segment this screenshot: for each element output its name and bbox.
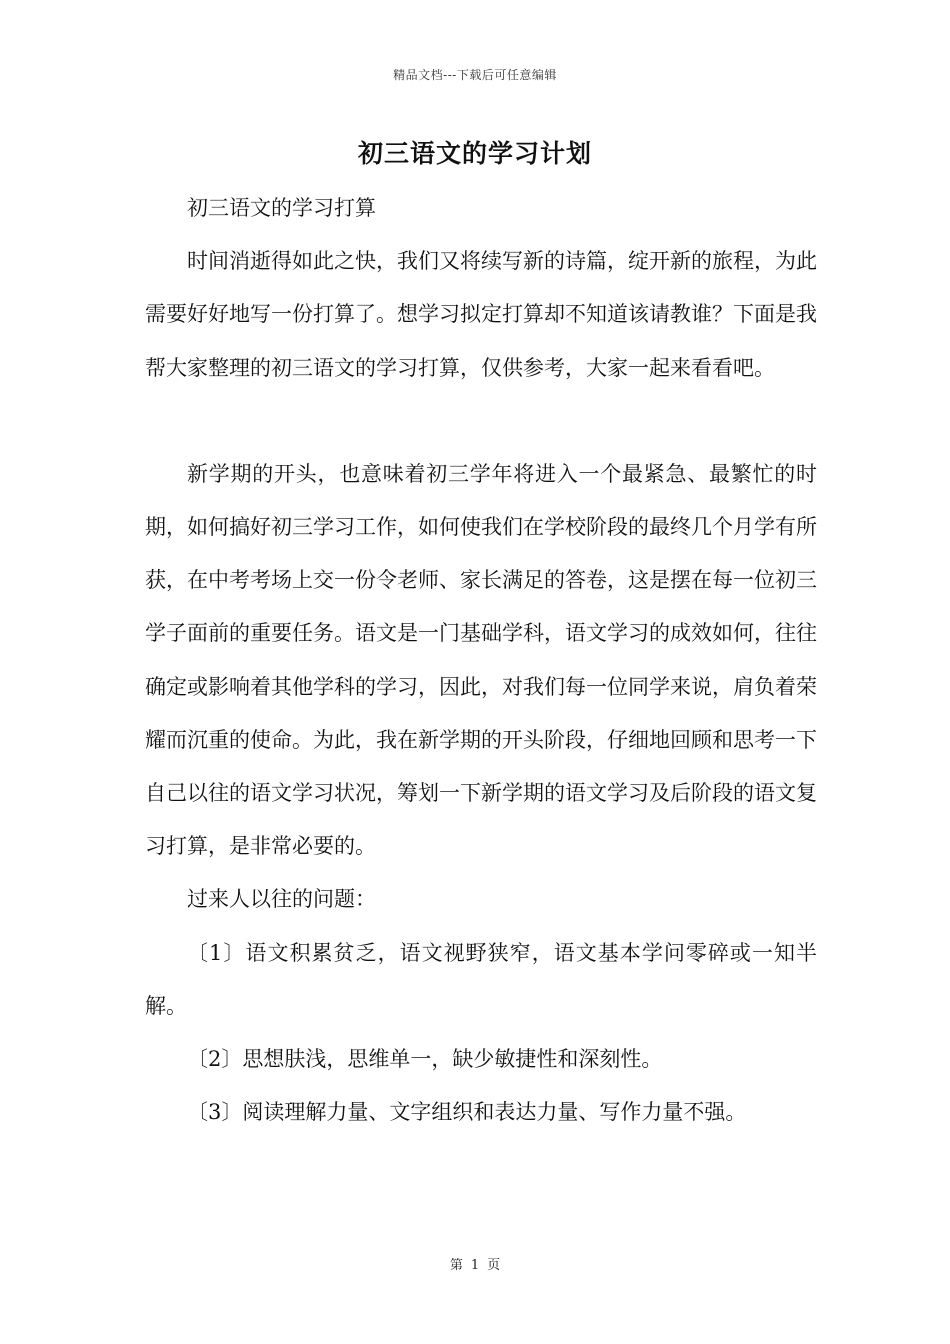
body-paragraph: 新学期的开头，也意味着初三学年将进入一个最紧急、最繁忙的时期，如何搞好初三学习工作，如何使我们在学校阶段的最终几个月学有所获，在中考考场上交一份令老师、家长满足的答卷，这是摆在每一位初三学子面前的重要任务。语文是一门基础学科，语文学习的成效如何，往往确定或影响着其他学科的学习，因此，对我们每一位同学来说，肩负着荣耀而沉重的使命。为此，我在新学期的开头阶段，仔细地回顾和思考一下自己以往的语文学习状况，筹划一下新学期的语文学习及后阶段的语文复习打算，是非常必要的。 [145, 461, 817, 859]
footer-prefix: 第 [449, 1258, 463, 1273]
page-header: 精品文档---下载后可任意编辑 [393, 68, 557, 82]
problem-item-1: 〔1〕语文积累贫乏，语文视野狭窄，语文基本学问零碎或一知半解。 [145, 940, 817, 1018]
subtitle-paragraph: 初三语文的学习打算 [187, 196, 376, 220]
footer-suffix: 页 [487, 1258, 501, 1273]
problem-item-2: 〔2〕思想肤浅，思维单一，缺少敏捷性和深刻性。 [187, 1047, 663, 1072]
problem-item-3: 〔3〕阅读理解力量、文字组织和表达力量、写作力量不强。 [187, 1100, 747, 1125]
document-title: 初三语文的学习计划 [357, 139, 592, 168]
page-footer [0, 1254, 950, 1273]
page-number: 1 [470, 1258, 480, 1273]
problems-heading: 过来人以往的问题： [187, 887, 376, 912]
document-body [145, 182, 817, 1139]
intro-paragraph: 时间消逝得如此之快，我们又将续写新的诗篇，绽开新的旅程，为此需要好好地写一份打算了。想学习拟定打算却不知道该请教谁？下面是我帮大家整理的初三语文的学习打算，仅供参考，大家一起来看看吧。 [145, 249, 817, 380]
